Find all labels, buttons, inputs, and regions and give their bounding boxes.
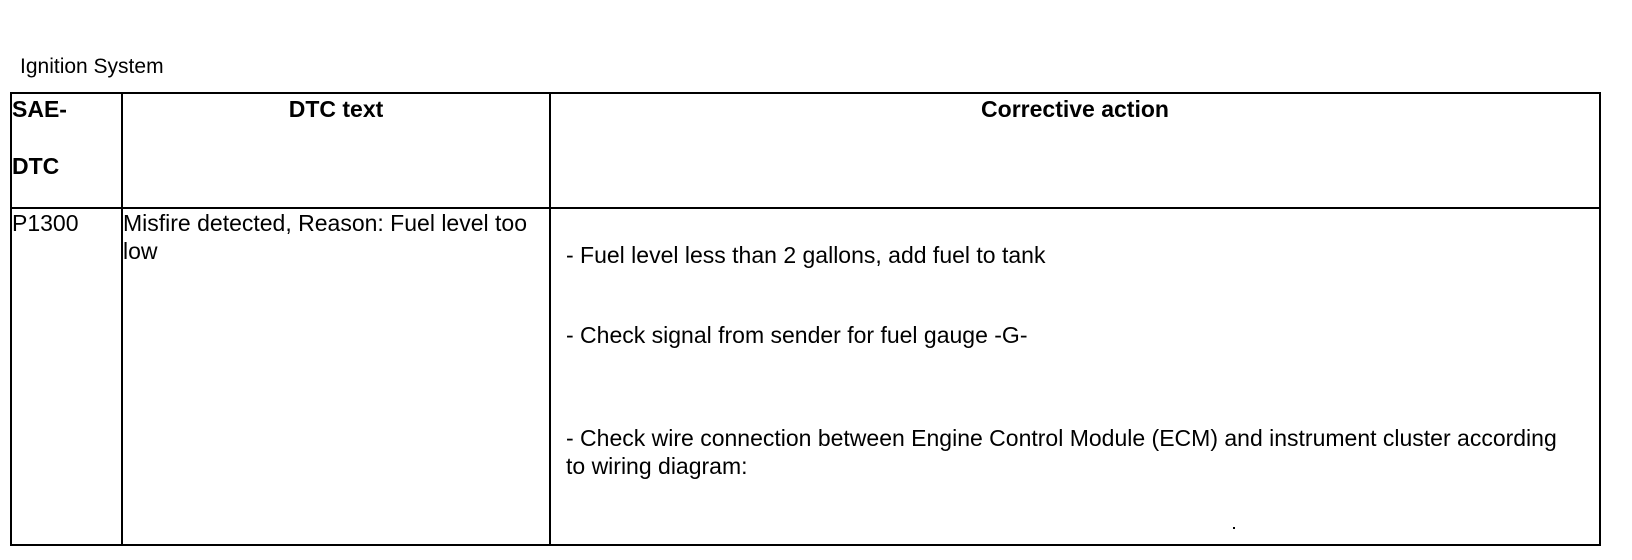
- header-dtc-text: DTC text: [122, 93, 550, 208]
- header-sae-dtc: [11, 93, 122, 208]
- corrective-action-cell: [550, 208, 1600, 545]
- table-row: [11, 208, 1600, 545]
- dtc-description-cell: Misfire detected, Reason: Fuel level too low: [122, 208, 550, 545]
- section-title: Ignition System: [20, 55, 164, 78]
- corrective-action-item: - Check signal from sender for fuel gauge -G-: [566, 322, 1028, 348]
- corrective-action-item: - Check wire connection between Engine Control Module (ECM) and instrument cluster according to wiring diagram:: [566, 425, 1557, 479]
- table-header-row: [11, 93, 1600, 208]
- header-sae-dtc-line2: DTC: [12, 153, 60, 179]
- corrective-action-item: - Fuel level less than 2 gallons, add fuel to tank: [566, 242, 1046, 268]
- stray-dot-mark: [1233, 527, 1235, 529]
- header-corrective-action: Corrective action: [550, 93, 1600, 208]
- header-sae-dtc-line1: SAE-: [12, 96, 67, 122]
- dtc-table: [10, 92, 1601, 546]
- dtc-code-cell: P1300: [11, 208, 122, 545]
